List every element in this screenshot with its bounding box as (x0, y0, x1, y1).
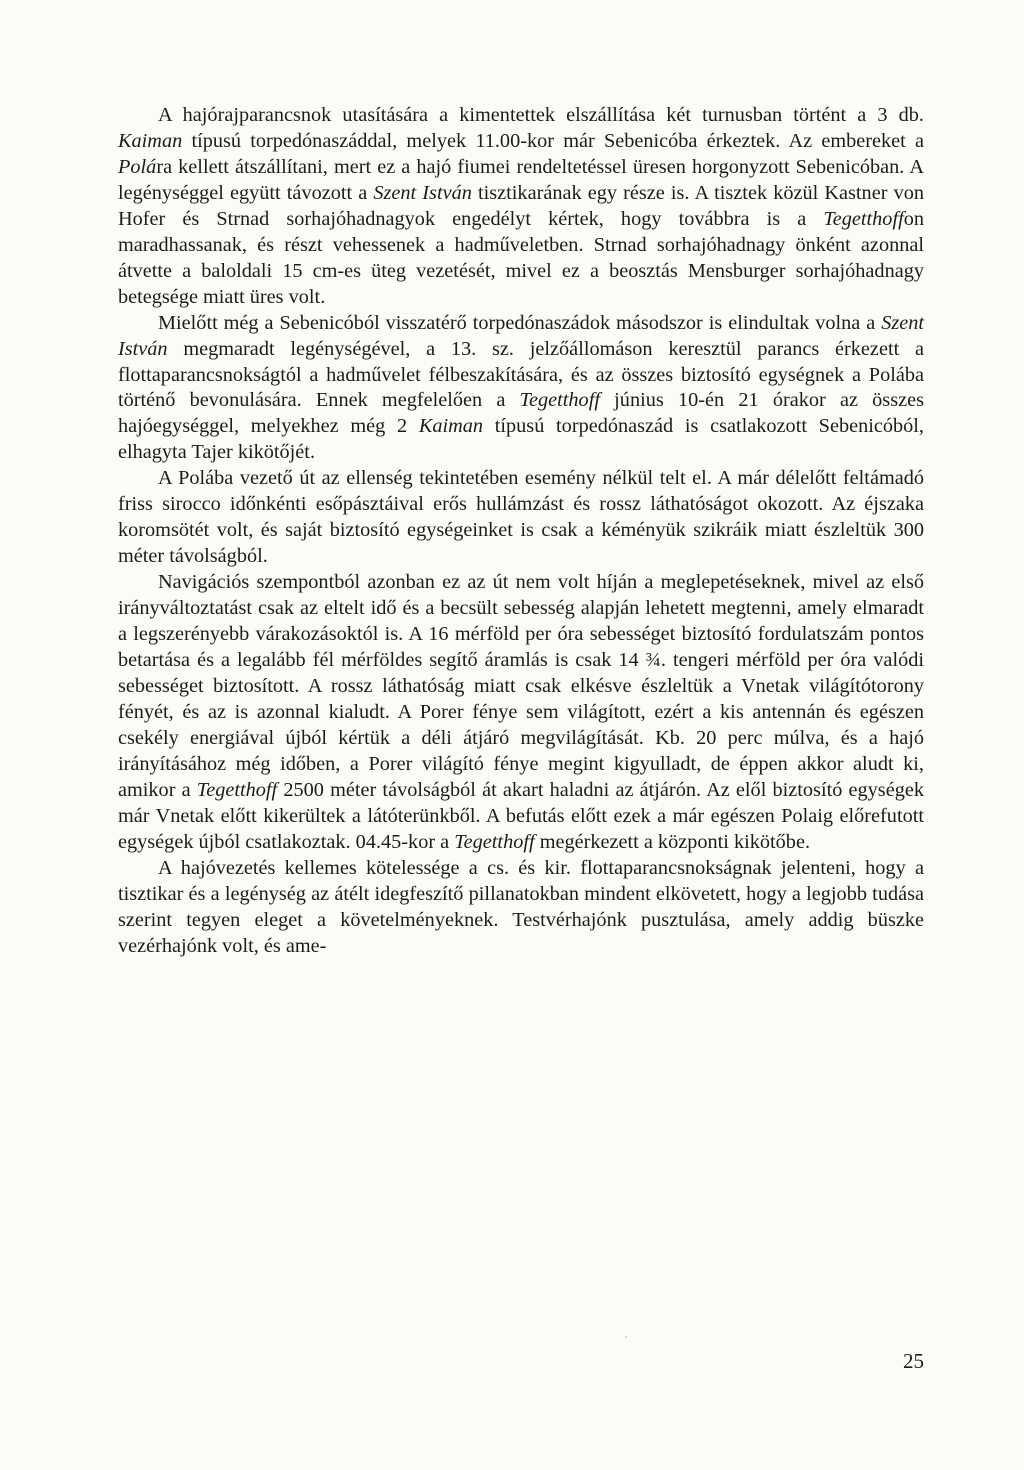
text-run: A hajórajparancsnok utasítására a kimentettek elszállítása két turnusban történt a 3 db. (158, 104, 924, 126)
text-run: tisztikarának egy része is. A tisztek közül Kastner von Hofer és Strnad sorhajóhadnagyok engedélyt kértek, hogy továbbra is a (118, 181, 924, 230)
text-run: A Polába vezető út az ellenség tekintetében esemény nélkül telt el. A már délelőtt feltámadó friss sirocco időnkénti esőpásztáival erős hullámzást és rossz láthatóságot okozott. Az éjszaka koromsötét volt, és saját biztosító egységeinket is csak a kéményük szikráik miatt észleltük 300 méter távolságból. (118, 467, 924, 568)
text-run: megmaradt legénységével, a 13. sz. jelzőállomáson keresztül parancs érkezett a flottaparancsnokságtól a hadművelet félbeszakítására, és az összes biztosító egységnek a Polába történő bevonulására. Ennek megfelelően a (118, 337, 924, 412)
page-number: 25 (903, 1349, 924, 1373)
italic-name: Tegetthoff (196, 778, 278, 801)
italic-name: Kaiman (118, 129, 183, 152)
italic-name: Szent István (373, 181, 472, 204)
paragraph (118, 466, 924, 570)
paragraph (118, 311, 924, 467)
text-run: 2500 méter távolságból át akart haladni az átjárón. Az elől biztosító egységek már Vnetak előtt kikerültek a látóterünkből. A befutás előtt ezek a már egészen Polaig előrefutott egységek újból csatlakoztak. 04.45-kor a (118, 778, 924, 853)
text-run: megérkezett a központi kikötőbe. (534, 830, 811, 853)
text-run: Mielőtt még a Sebenicóból visszatérő torpedónaszádok másodszor is elindultak volna a (158, 311, 882, 334)
italic-name: Polá (118, 155, 157, 178)
text-run: A hajóvezetés kellemes kötelessége a cs. és kir. flottaparancsnokságnak jelenteni, hogy a tisztikar és a legénység az átélt idegfeszítő pillanatokban mindent elkövetett, hogy a legjobb tudása szerint tegyen eleget a követelményeknek. Testvérhajónk pusztulása, amely addig büszke vezérhajónk volt, és ame- (118, 856, 924, 957)
italic-name: Szent István (118, 311, 924, 360)
paragraph (118, 570, 924, 855)
text-run: ra kellett átszállítani, mert ez a hajó fiumei rendeltetéssel üresen horgonyzott Sebenicóban. A legénységgel együtt távozott a (118, 155, 924, 204)
italic-name: Tegetthoff (823, 207, 904, 230)
body-text (118, 103, 924, 959)
text-run: on maradhassanak, és részt vehessenek a hadműveletben. Strnad sorhajóhadnagy önként azonnal átvette a baloldali 15 cm-es üteg vezetését, mivel ez a beosztás Mensburger sorhajóhadnagy betegsége miatt üres volt. (118, 207, 924, 308)
paragraph (118, 103, 924, 311)
text-run: típusú torpedónaszád is csatlakozott Sebenicóból, elhagyta Tajer kikötőjét. (118, 415, 924, 464)
italic-name: Tegetthoff (454, 830, 535, 853)
italic-name: Tegetthoff (519, 389, 600, 412)
paragraph (118, 856, 924, 960)
scan-speck (625, 1336, 627, 1338)
italic-name: Kaiman (418, 415, 484, 438)
text-run: Navigációs szempontból azonban ez az út nem volt híján a meglepetéseknek, mivel az első irányváltoztatást csak az eltelt idő és a becsült sebesség alapján lehetett megtenni, amely elmaradt a legszerényebb várakozásoktól is. A 16 mérföld per óra sebességet biztosító fordulatszám pontos betartása és a legalább fél mérföldes segítő áramlás is csak 14 ¾. tengeri mérföld per óra valódi sebességet biztosított. A rossz láthatóság miatt csak elkésve észleltük a Vnetak világítótorony fényét, és az is azonnal kialudt. A Porer fénye sem világított, ezért a kis antennán és egészen csekély energiával újból kértük a déli átjáró megvilágítását. Kb. 20 perc múlva, és a hajó irányításához még időben, a Porer világító fénye megint kigyulladt, de éppen akkor aludt ki, amikor a (118, 571, 924, 801)
text-run: típusú torpedónaszáddal, melyek 11.00-kor már Sebenicóba érkeztek. Az embereket a (182, 129, 924, 152)
text-run: június 10-én 21 órakor az összes hajóegységgel, melyekhez még 2 (118, 389, 924, 438)
